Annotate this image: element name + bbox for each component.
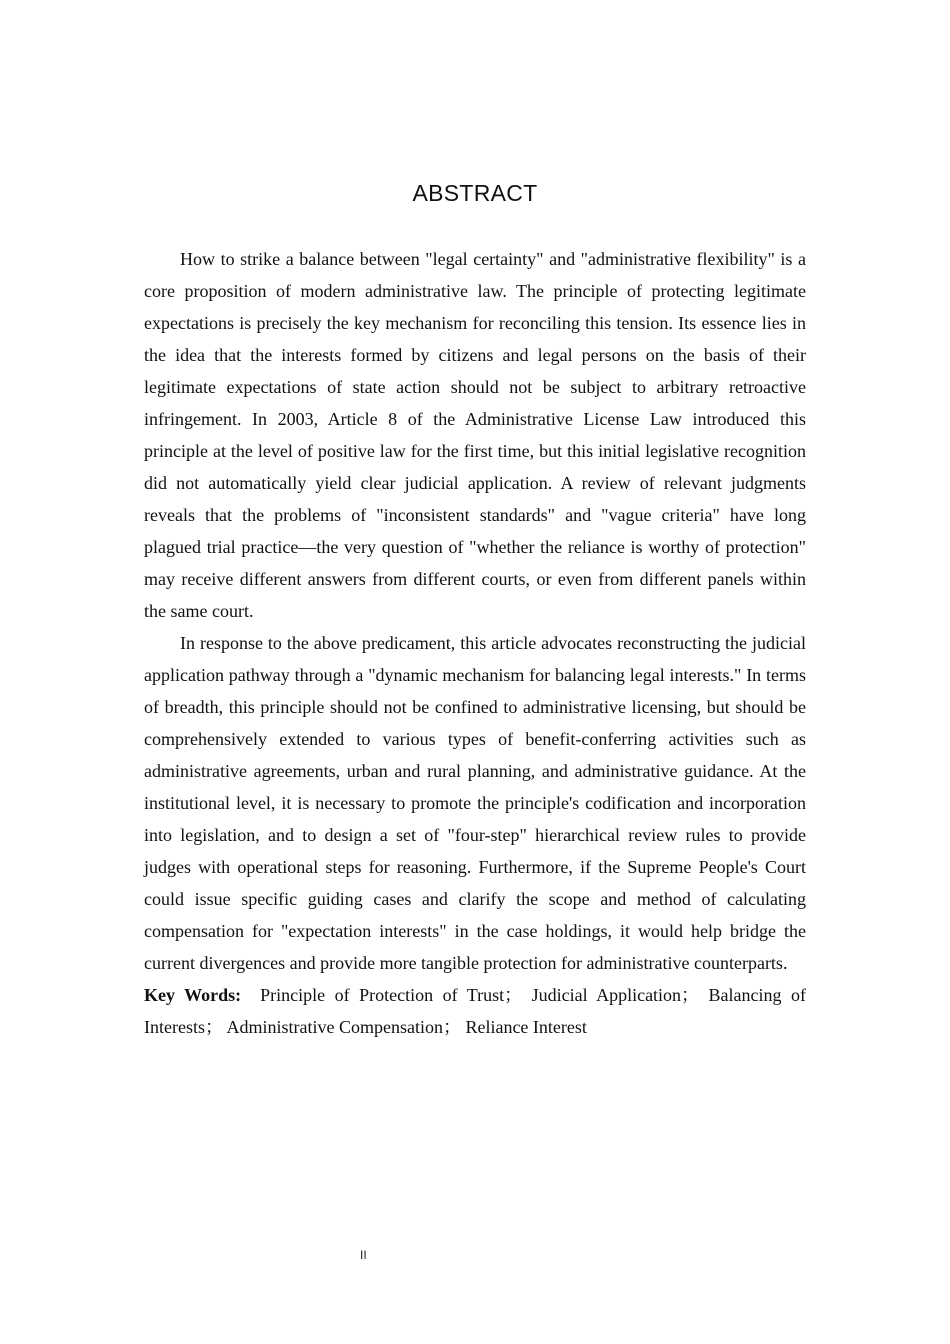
keywords-line [144, 979, 806, 1043]
abstract-paragraph-1: How to strike a balance between "legal certainty" and "administrative flexibility" is a core proposition of modern administrative law. The principle of protecting legitimate expectations is precisely the key mechanism for reconciling this tension. Its essence lies in the idea that the interests formed by citizens and legal persons on the basis of their legitimate expectations of state action should not be subject to arbitrary retroactive infringement. In 2003, Article 8 of the Administrative License Law introduced this principle at the level of positive law for the first time, but this initial legislative recognition did not automatically yield clear judicial application. A review of relevant judgments reveals that the problems of "inconsistent standards" and "vague criteria" have long plagued trial practice—the very question of "whether the reliance is worthy of protection" may receive different answers from different courts, or even from different panels within the same court. [144, 249, 806, 621]
abstract-paragraph-2: In response to the above predicament, this article advocates reconstructing the judicial application pathway through a "dynamic mechanism for balancing legal interests." In terms of breadth, this principle should not be confined to administrative licensing, but should be comprehensively extended to various types of benefit-conferring activities such as administrative agreements, urban and rural planning, and administrative guidance. At the institutional level, it is necessary to promote the principle's codification and incorporation into legislation, and to design a set of "four-step" hierarchical review rules to provide judges with operational steps for reasoning. Furthermore, if the Supreme People's Court could issue specific guiding cases and clarify the scope and method of calculating compensation for "expectation interests" in the case holdings, it would help bridge the current divergences and provide more tangible protection for administrative counterparts. [144, 633, 806, 973]
keywords-label: Key Words: [144, 985, 242, 1005]
abstract-title: ABSTRACT [412, 180, 538, 206]
keywords-list: Principle of Protection of Trust； Judicial Application； Balancing of Interests； Administrative Compensation； Reliance Interest [144, 985, 807, 1037]
abstract-body [144, 243, 806, 1043]
page-number: II [360, 1248, 367, 1262]
